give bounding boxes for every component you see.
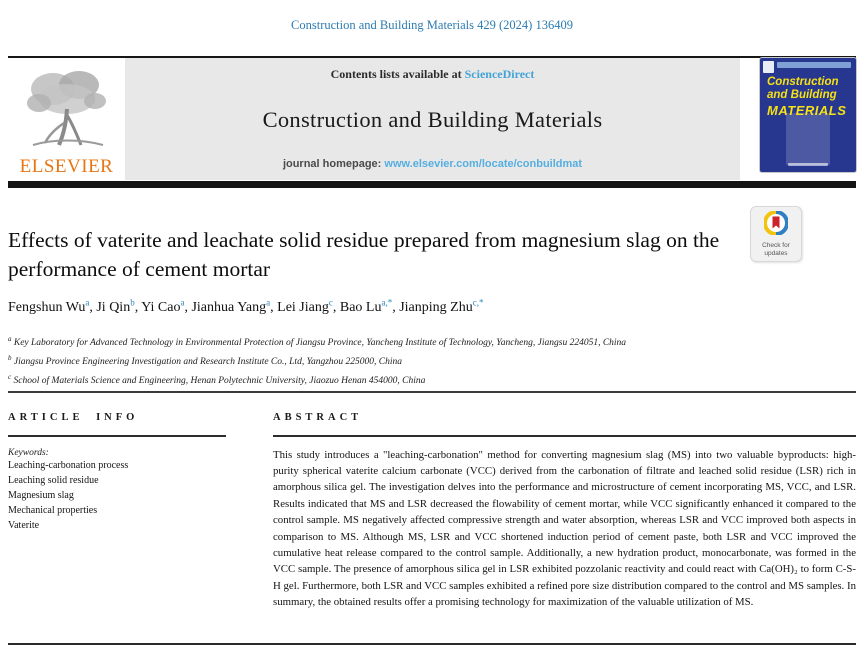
check-updates-badge[interactable] (750, 206, 802, 262)
elsevier-tree-icon (19, 65, 115, 156)
affiliation-line: $^c$ School of Materials Science and Engineering, Henan Polytechnic University, Jiaozuo Henan 454000, China (8, 373, 426, 387)
authors-line (8, 297, 808, 316)
author: Ji Qin$^b$, (96, 297, 142, 315)
author: Bao $Lu^{a,*}$, (339, 297, 400, 315)
author-affiliation-sup: c,* (472, 297, 484, 307)
column-gap (240, 412, 273, 611)
article-info-column (8, 412, 240, 611)
author: Fengshun Wu$^a$, (8, 297, 97, 315)
abstract-rule (273, 435, 856, 437)
author-affiliation-sup: a (180, 297, 185, 307)
cover-title-line2: and Building (767, 89, 837, 101)
author: Lei Jiang$^c$, (277, 297, 340, 315)
cover-title (767, 76, 846, 117)
cover-top-bar (777, 62, 851, 68)
author-affiliation-sup: b (130, 297, 135, 307)
journal-homepage-line (283, 158, 582, 170)
cover-center-panel (786, 113, 830, 165)
header-bottom-bar (8, 181, 856, 188)
article-info-rule (8, 435, 226, 437)
journal-header (8, 58, 856, 180)
check-updates-label: Check for updates (762, 242, 790, 257)
author-affiliation-sup: a (266, 297, 271, 307)
cover-title-line1: Construction (767, 76, 839, 88)
article-info-heading: ARTICLE INFO (8, 412, 139, 423)
abstract-column (273, 412, 856, 611)
journal-title: Construction and Building Materials (262, 107, 603, 132)
cover-title-line3: MATERIALS (767, 103, 847, 118)
author: Jianhua Yang$^a$, (191, 297, 278, 315)
journal-cover-thumbnail[interactable] (760, 58, 856, 172)
abstract-heading: ABSTRACT (273, 412, 363, 423)
cover-publisher-mark-icon (763, 61, 774, 73)
affiliation-line: $^a$ Key Laboratory for Advanced Technology in Environmental Protection of Jiangsu Province, Yancheng Institute of Technology, Yancheng, Jiangsu 224051, China (8, 335, 627, 349)
contents-line-prefix: Contents lists available at (330, 67, 465, 81)
keyword-item: Leaching solid residue (8, 474, 99, 486)
cover-wrap (740, 58, 856, 180)
keyword-item: Mechanical properties (8, 505, 98, 517)
keywords-label: Keywords: (8, 447, 49, 458)
homepage-label: journal homepage: (282, 158, 385, 170)
journal-banner (125, 58, 740, 180)
bottom-rule (8, 643, 856, 645)
cover-footer-text (788, 163, 828, 166)
section-divider (8, 391, 856, 393)
citation-line: Construction and Building Materials 429 (2024) 136409 (291, 18, 573, 32)
keyword-item: Vaterite (8, 520, 40, 532)
author: Yi Cao$^a$, (141, 297, 192, 315)
author-affiliation-sup: c (328, 297, 333, 307)
paper-title: Effects of vaterite and leachate solid residue prepared from magnesium slag on the performance of cement mortar (8, 228, 720, 281)
affiliations-block (8, 332, 828, 389)
info-abstract-columns (8, 412, 856, 611)
keyword-item: Leaching-carbonation process (8, 459, 129, 471)
journal-homepage-link[interactable]: www.elsevier.com/locate/conbuildmat (384, 158, 583, 170)
author: Jianping Zhu$^{c,*}$ (399, 297, 484, 315)
crossmark-ribbon-icon (764, 211, 788, 240)
sciencedirect-link[interactable]: ScienceDirect (464, 67, 535, 81)
author-affiliation-sup: a,* (381, 297, 393, 307)
affiliation-line: $^b$ Jiangsu Province Engineering Investigation and Research Institute Co., Ltd, Yangzhou 225000, China (8, 354, 403, 368)
elsevier-wordmark: ELSEVIER (19, 156, 114, 177)
abstract-text: This study introduces a "leaching-carbonation" method for converting magnesium slag (MS) into two valuable byproducts: high-purity spherical vaterite calcium carbonate (VCC) derived from the carbonation of filtrate and leached solid residue (LSR) rich in amorphous silica gel. The investigation delves into the performance and microstructure of cement incorporating MS, VCC, and LSR. Results indicated that MS and LSR decreased the flowability of cement mortar, while VCC significantly enhanced it compared to the control sample. MS negatively affected compressive strength and water absorption, whereas LSR and VCC improved both aspects in comparison to MS. Although MS, LSR and VCC shortened induction period of cement paste, both LSR and VCC improved the cumulative heat release compared to the control sample. Additionally, a new hydration product, monocarbonate, was formed in the VCC sample. The presence of amorphous silica gel in LSR exhibited pozzolanic reactivity and could react with Ca(OH)₂ to form C-S-H gel. Furthermore, both LSR and VCC samples exhibited a refined pore size distribution compared to the control and MS samples. In summary, the obtained results offer a promising technology for maximization of the valuable utilization of MS. (273, 448, 856, 609)
elsevier-logo-block (8, 58, 125, 180)
contents-line (331, 67, 535, 82)
author-affiliation-sup: a (85, 297, 90, 307)
keyword-item: Magnesium slag (8, 490, 74, 501)
